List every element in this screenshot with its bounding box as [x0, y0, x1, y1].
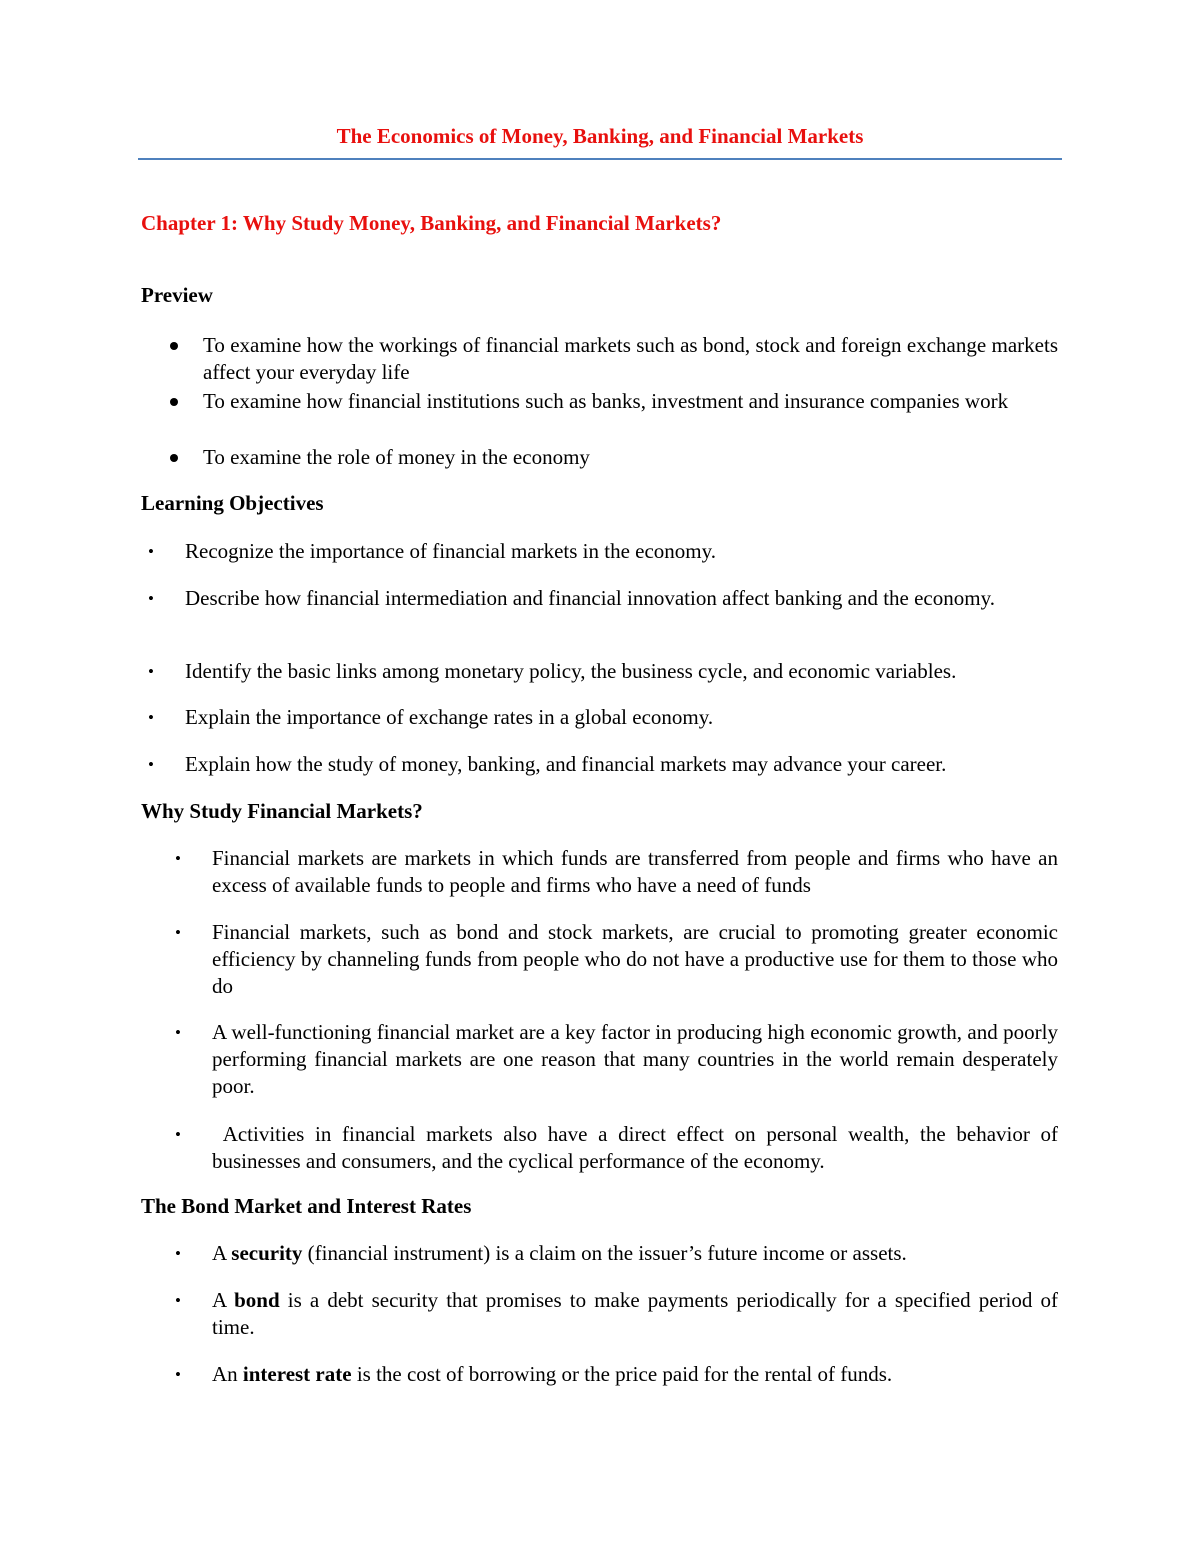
bullet-icon: • [148, 755, 154, 774]
preview-item-text: To examine how financial institutions such as banks, investment and insurance companies work [203, 389, 1009, 413]
bullet-icon: • [148, 662, 154, 681]
why-study-item-text: Activities in financial markets also have a direct effect on personal wealth, the behavior of businesses and consumers, and the cyclical performance of the economy. [212, 1122, 1064, 1173]
why-study-item [175, 845, 1058, 899]
bullet-icon [170, 398, 178, 406]
item-prefix: An [212, 1362, 243, 1386]
objective-item [148, 538, 1058, 565]
preview-item [170, 388, 1058, 415]
bullet-icon: • [175, 1365, 181, 1384]
bullet-icon: • [175, 1291, 181, 1310]
defined-term: security [231, 1241, 303, 1265]
bullet-icon: • [175, 923, 181, 942]
defined-term: bond [234, 1288, 280, 1312]
objectives-heading: Learning Objectives [141, 491, 324, 515]
bullet-icon: • [148, 542, 154, 561]
bond-market-item [175, 1240, 1058, 1267]
objective-item [148, 585, 1058, 612]
item-definition: is the cost of borrowing or the price paid for the rental of funds. [351, 1362, 893, 1386]
item-prefix: A [212, 1241, 232, 1265]
bond-market-item-text [212, 1287, 1064, 1341]
preview-item [170, 332, 1058, 386]
chapter-heading: Chapter 1: Why Study Money, Banking, and Financial Markets? [141, 211, 722, 235]
why-study-item-text: A well-functioning financial market are a key factor in producing high economic growth, and poorly performing financial markets are one reason that many countries in the world remain desperately poor. [212, 1020, 1058, 1098]
preview-item-text: To examine the role of money in the economy [203, 445, 590, 469]
preview-heading: Preview [141, 283, 213, 307]
bond-market-item-text [212, 1240, 1058, 1267]
item-definition: is a debt security that promises to make payments periodically for a specified period of time. [212, 1288, 1064, 1339]
bullet-icon: • [175, 1023, 181, 1042]
item-definition: (financial instrument) is a claim on the issuer’s future income or assets. [302, 1241, 907, 1265]
objective-item-text: Explain the importance of exchange rates in a global economy. [185, 705, 714, 729]
why-study-heading: Why Study Financial Markets? [141, 799, 423, 823]
preview-item [170, 444, 1058, 471]
bullet-icon: • [148, 708, 154, 727]
item-prefix: A [212, 1288, 235, 1312]
why-study-item-text: Financial markets are markets in which funds are transferred from people and firms who have an excess of available funds to people and firms who have a need of funds [212, 846, 1058, 897]
objective-item-text: Recognize the importance of financial markets in the economy. [185, 539, 717, 563]
bond-market-item [175, 1361, 1058, 1388]
why-study-item [175, 1019, 1058, 1100]
objective-item-text: Explain how the study of money, banking, and financial markets may advance your career. [185, 752, 947, 776]
bullet-icon [170, 342, 178, 350]
title-divider [138, 158, 1062, 160]
bond-market-item [175, 1287, 1064, 1341]
preview-item-text: To examine how the workings of financial markets such as bond, stock and foreign exchange markets affect your everyday life [203, 333, 1058, 384]
bullet-icon: • [175, 1244, 181, 1263]
objective-item-text: Describe how financial intermediation and financial innovation affect banking and the economy. [185, 586, 995, 610]
document-title: The Economics of Money, Banking, and Financial Markets [336, 124, 864, 148]
objective-item-text: Identify the basic links among monetary policy, the business cycle, and economic variables. [185, 659, 957, 683]
why-study-item [175, 1121, 1064, 1175]
bullet-icon: • [148, 589, 154, 608]
why-study-item [175, 919, 1058, 1000]
why-study-item-text: Financial markets, such as bond and stock markets, are crucial to promoting greater economic efficiency by channeling funds from people who do not have a productive use for them to those who do [212, 920, 1058, 998]
objective-item [148, 658, 1058, 685]
bullet-icon: • [175, 1125, 181, 1144]
bond-market-heading: The Bond Market and Interest Rates [141, 1194, 472, 1218]
defined-term: interest rate [242, 1362, 352, 1386]
objective-item [148, 704, 1058, 731]
objective-item [148, 751, 1058, 778]
bullet-icon: • [175, 849, 181, 868]
bullet-icon [170, 454, 178, 462]
bond-market-item-text [212, 1361, 1058, 1388]
